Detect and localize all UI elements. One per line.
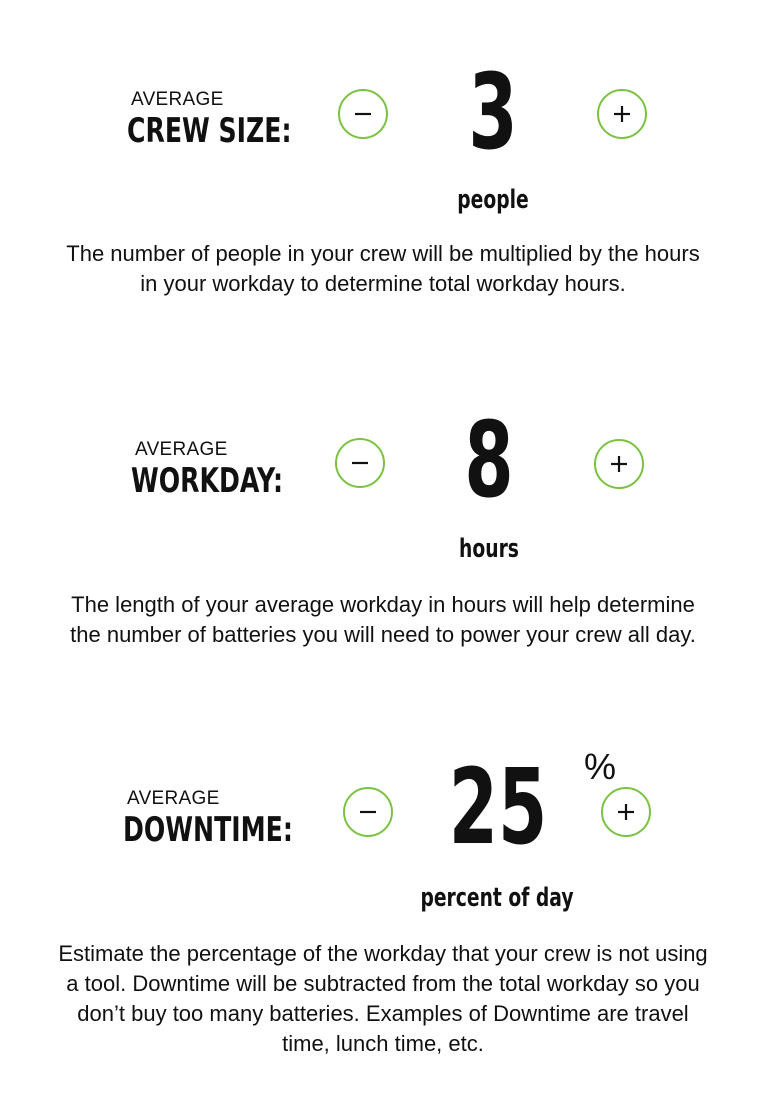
workday-description: The length of your average workday in hours will help determine the number of batteries you will need to power your crew all day. [70,592,696,647]
crew-size-unit: people [457,185,529,215]
plus-icon [611,103,633,125]
downtime-label-small: AVERAGE [127,788,220,809]
workday-label: WORKDAY: [131,461,284,501]
workday-label-small: AVERAGE [135,439,228,460]
downtime-label: DOWNTIME: [123,810,293,850]
plus-icon [608,453,630,475]
minus-icon [352,103,374,125]
plus-icon [615,801,637,823]
workday-value: 8 [464,399,514,521]
downtime-description: Estimate the percentage of the workday that your crew is not using a tool. Downtime will be subtracted from the total workday so you don’t buy too many batteries. Examples of Downtime are travel time, lunch time, etc. [58,941,708,1056]
downtime-value: 25 [448,746,548,868]
downtime-unit: percent of day [420,883,574,913]
downtime-decrement-button[interactable] [343,787,393,837]
downtime-increment-button[interactable] [601,787,651,837]
workday-decrement-button[interactable] [335,438,385,488]
crew-size-decrement-button[interactable] [338,89,388,139]
crew-size-increment-button[interactable] [597,89,647,139]
crew-size-value: 3 [468,51,518,173]
workday-unit: hours [459,534,519,564]
minus-icon [357,801,379,823]
crew-size-description: The number of people in your crew will be multiplied by the hours in your workday to determine total workday hours. [66,241,700,296]
workday-increment-button[interactable] [594,439,644,489]
crew-size-label-small: AVERAGE [131,89,224,110]
crew-size-label: CREW SIZE: [127,111,292,151]
minus-icon [349,452,371,474]
percent-sign: % [584,746,617,787]
